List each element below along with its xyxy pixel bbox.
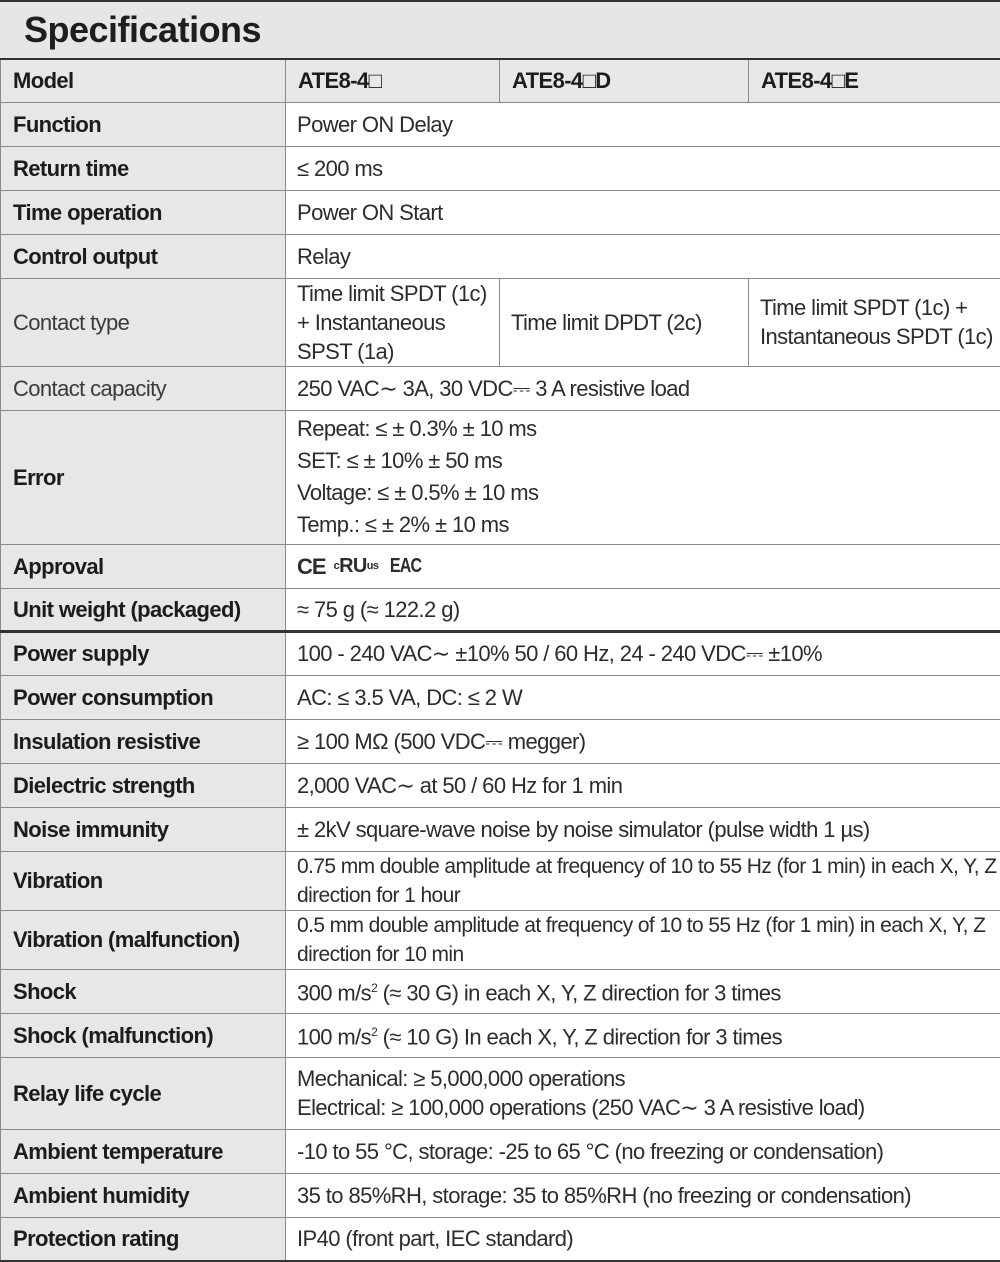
model-ate8-4-d: ATE8-4□D [500, 59, 749, 102]
unit-weight-label: Unit weight (packaged) [1, 588, 286, 631]
table-row [1, 234, 1000, 278]
contact-type-value-3: Time limit SPDT (1c) + Instantaneous SPDT (1c) [749, 278, 1000, 366]
table-row [1, 544, 1000, 588]
table-row [1, 1013, 1000, 1057]
page-title: Specifications [24, 9, 261, 51]
vibration-malfunction-label: Vibration (malfunction) [1, 910, 286, 969]
ce-mark-icon: CE [297, 552, 326, 581]
table-row [1, 410, 1000, 544]
contact-type-value-2: Time limit DPDT (2c) [500, 278, 749, 366]
contact-type-value-1: Time limit SPDT (1c) + Instantaneous SPST (1a) [286, 278, 500, 366]
return-time-value: ≤ 200 ms [286, 146, 1000, 190]
contact-capacity-label: Contact capacity [1, 366, 286, 410]
model-ate8-4-e: ATE8-4□E [749, 59, 1000, 102]
table-row [1, 278, 1000, 366]
shock-malfunction-label: Shock (malfunction) [1, 1013, 286, 1057]
ul-mark-icon: c RU us [334, 552, 379, 581]
error-set: SET: ≤ ± 10% ± 50 ms [297, 445, 1000, 477]
ambient-humidity-label: Ambient humidity [1, 1173, 286, 1217]
dielectric-label: Dielectric strength [1, 763, 286, 807]
error-temp: Temp.: ≤ ± 2% ± 10 ms [297, 509, 1000, 541]
relay-life-value [286, 1057, 1000, 1129]
page-header [0, 0, 1000, 58]
error-value [286, 410, 1000, 544]
eac-mark-icon: EAC [390, 552, 421, 581]
ambient-temperature-value: -10 to 55 °C, storage: -25 to 65 °C (no freezing or condensation) [286, 1129, 1000, 1173]
model-ate8-4: ATE8-4□ [286, 59, 500, 102]
contact-capacity-value: 250 VAC∼ 3A, 30 VDC⎓ 3 A resistive load [286, 366, 1000, 410]
table-row [1, 1217, 1000, 1261]
table-row [1, 146, 1000, 190]
time-operation-label: Time operation [1, 190, 286, 234]
table-row [1, 190, 1000, 234]
table-row [1, 763, 1000, 807]
shock-malfunction-value: 100 $m/s^2$ (≈ 10 G) In each X, Y, Z direction for 3 times [286, 1013, 1000, 1057]
table-row [1, 1129, 1000, 1173]
shock-value: 300 $m/s^2$ (≈ 30 G) in each X, Y, Z direction for 3 times [286, 969, 1000, 1013]
error-voltage: Voltage: ≤ ± 0.5% ± 10 ms [297, 477, 1000, 509]
approval-label: Approval [1, 544, 286, 588]
function-value: Power ON Delay [286, 102, 1000, 146]
protection-rating-label: Protection rating [1, 1217, 286, 1261]
table-row [1, 910, 1000, 969]
unit-weight-value: ≈ 75 g (≈ 122.2 g) [286, 588, 1000, 631]
table-row [1, 969, 1000, 1013]
table-row [1, 1173, 1000, 1217]
control-output-label: Control output [1, 234, 286, 278]
ambient-humidity-value: 35 to 85%RH, storage: 35 to 85%RH (no freezing or condensation) [286, 1173, 1000, 1217]
insulation-value: ≥ 100 MΩ (500 VDC⎓ megger) [286, 719, 1000, 763]
table-row [1, 588, 1000, 631]
table-row [1, 719, 1000, 763]
approval-value [286, 544, 1000, 588]
relay-life-electrical: Electrical: ≥ 100,000 operations (250 VAC∼ 3 A resistive load) [297, 1093, 1000, 1122]
time-operation-value: Power ON Start [286, 190, 1000, 234]
table-row [1, 807, 1000, 851]
relay-life-mechanical: Mechanical: ≥ 5,000,000 operations [297, 1064, 1000, 1093]
table-row [1, 851, 1000, 910]
protection-rating-value: IP40 (front part, IEC standard) [286, 1217, 1000, 1261]
noise-immunity-label: Noise immunity [1, 807, 286, 851]
noise-immunity-value: ± 2kV square-wave noise by noise simulator (pulse width 1 µs) [286, 807, 1000, 851]
insulation-label: Insulation resistive [1, 719, 286, 763]
contact-type-label: Contact type [1, 278, 286, 366]
shock-label: Shock [1, 969, 286, 1013]
function-label: Function [1, 102, 286, 146]
table-row [1, 631, 1000, 675]
table-row [1, 102, 1000, 146]
error-label: Error [1, 410, 286, 544]
power-supply-value: 100 - 240 VAC∼ ±10% 50 / 60 Hz, 24 - 240 VDC⎓ ±10% [286, 631, 1000, 675]
return-time-label: Return time [1, 146, 286, 190]
table-header-row [1, 59, 1000, 102]
vibration-value: 0.75 mm double amplitude at frequency of 10 to 55 Hz (for 1 min) in each X, Y, Z direction for 1 hour [286, 851, 1000, 910]
vibration-malfunction-value: 0.5 mm double amplitude at frequency of 10 to 55 Hz (for 1 min) in each X, Y, Z direction for 10 min [286, 910, 1000, 969]
table-row [1, 675, 1000, 719]
vibration-label: Vibration [1, 851, 286, 910]
control-output-value: Relay [286, 234, 1000, 278]
relay-life-label: Relay life cycle [1, 1057, 286, 1129]
table-row [1, 1057, 1000, 1129]
power-consumption-value: AC: ≤ 3.5 VA, DC: ≤ 2 W [286, 675, 1000, 719]
model-label: Model [1, 59, 286, 102]
power-supply-label: Power supply [1, 631, 286, 675]
ambient-temperature-label: Ambient temperature [1, 1129, 286, 1173]
specifications-table [0, 58, 1000, 1262]
table-row [1, 366, 1000, 410]
dielectric-value: 2,000 VAC∼ at 50 / 60 Hz for 1 min [286, 763, 1000, 807]
power-consumption-label: Power consumption [1, 675, 286, 719]
error-repeat: Repeat: ≤ ± 0.3% ± 10 ms [297, 413, 1000, 445]
